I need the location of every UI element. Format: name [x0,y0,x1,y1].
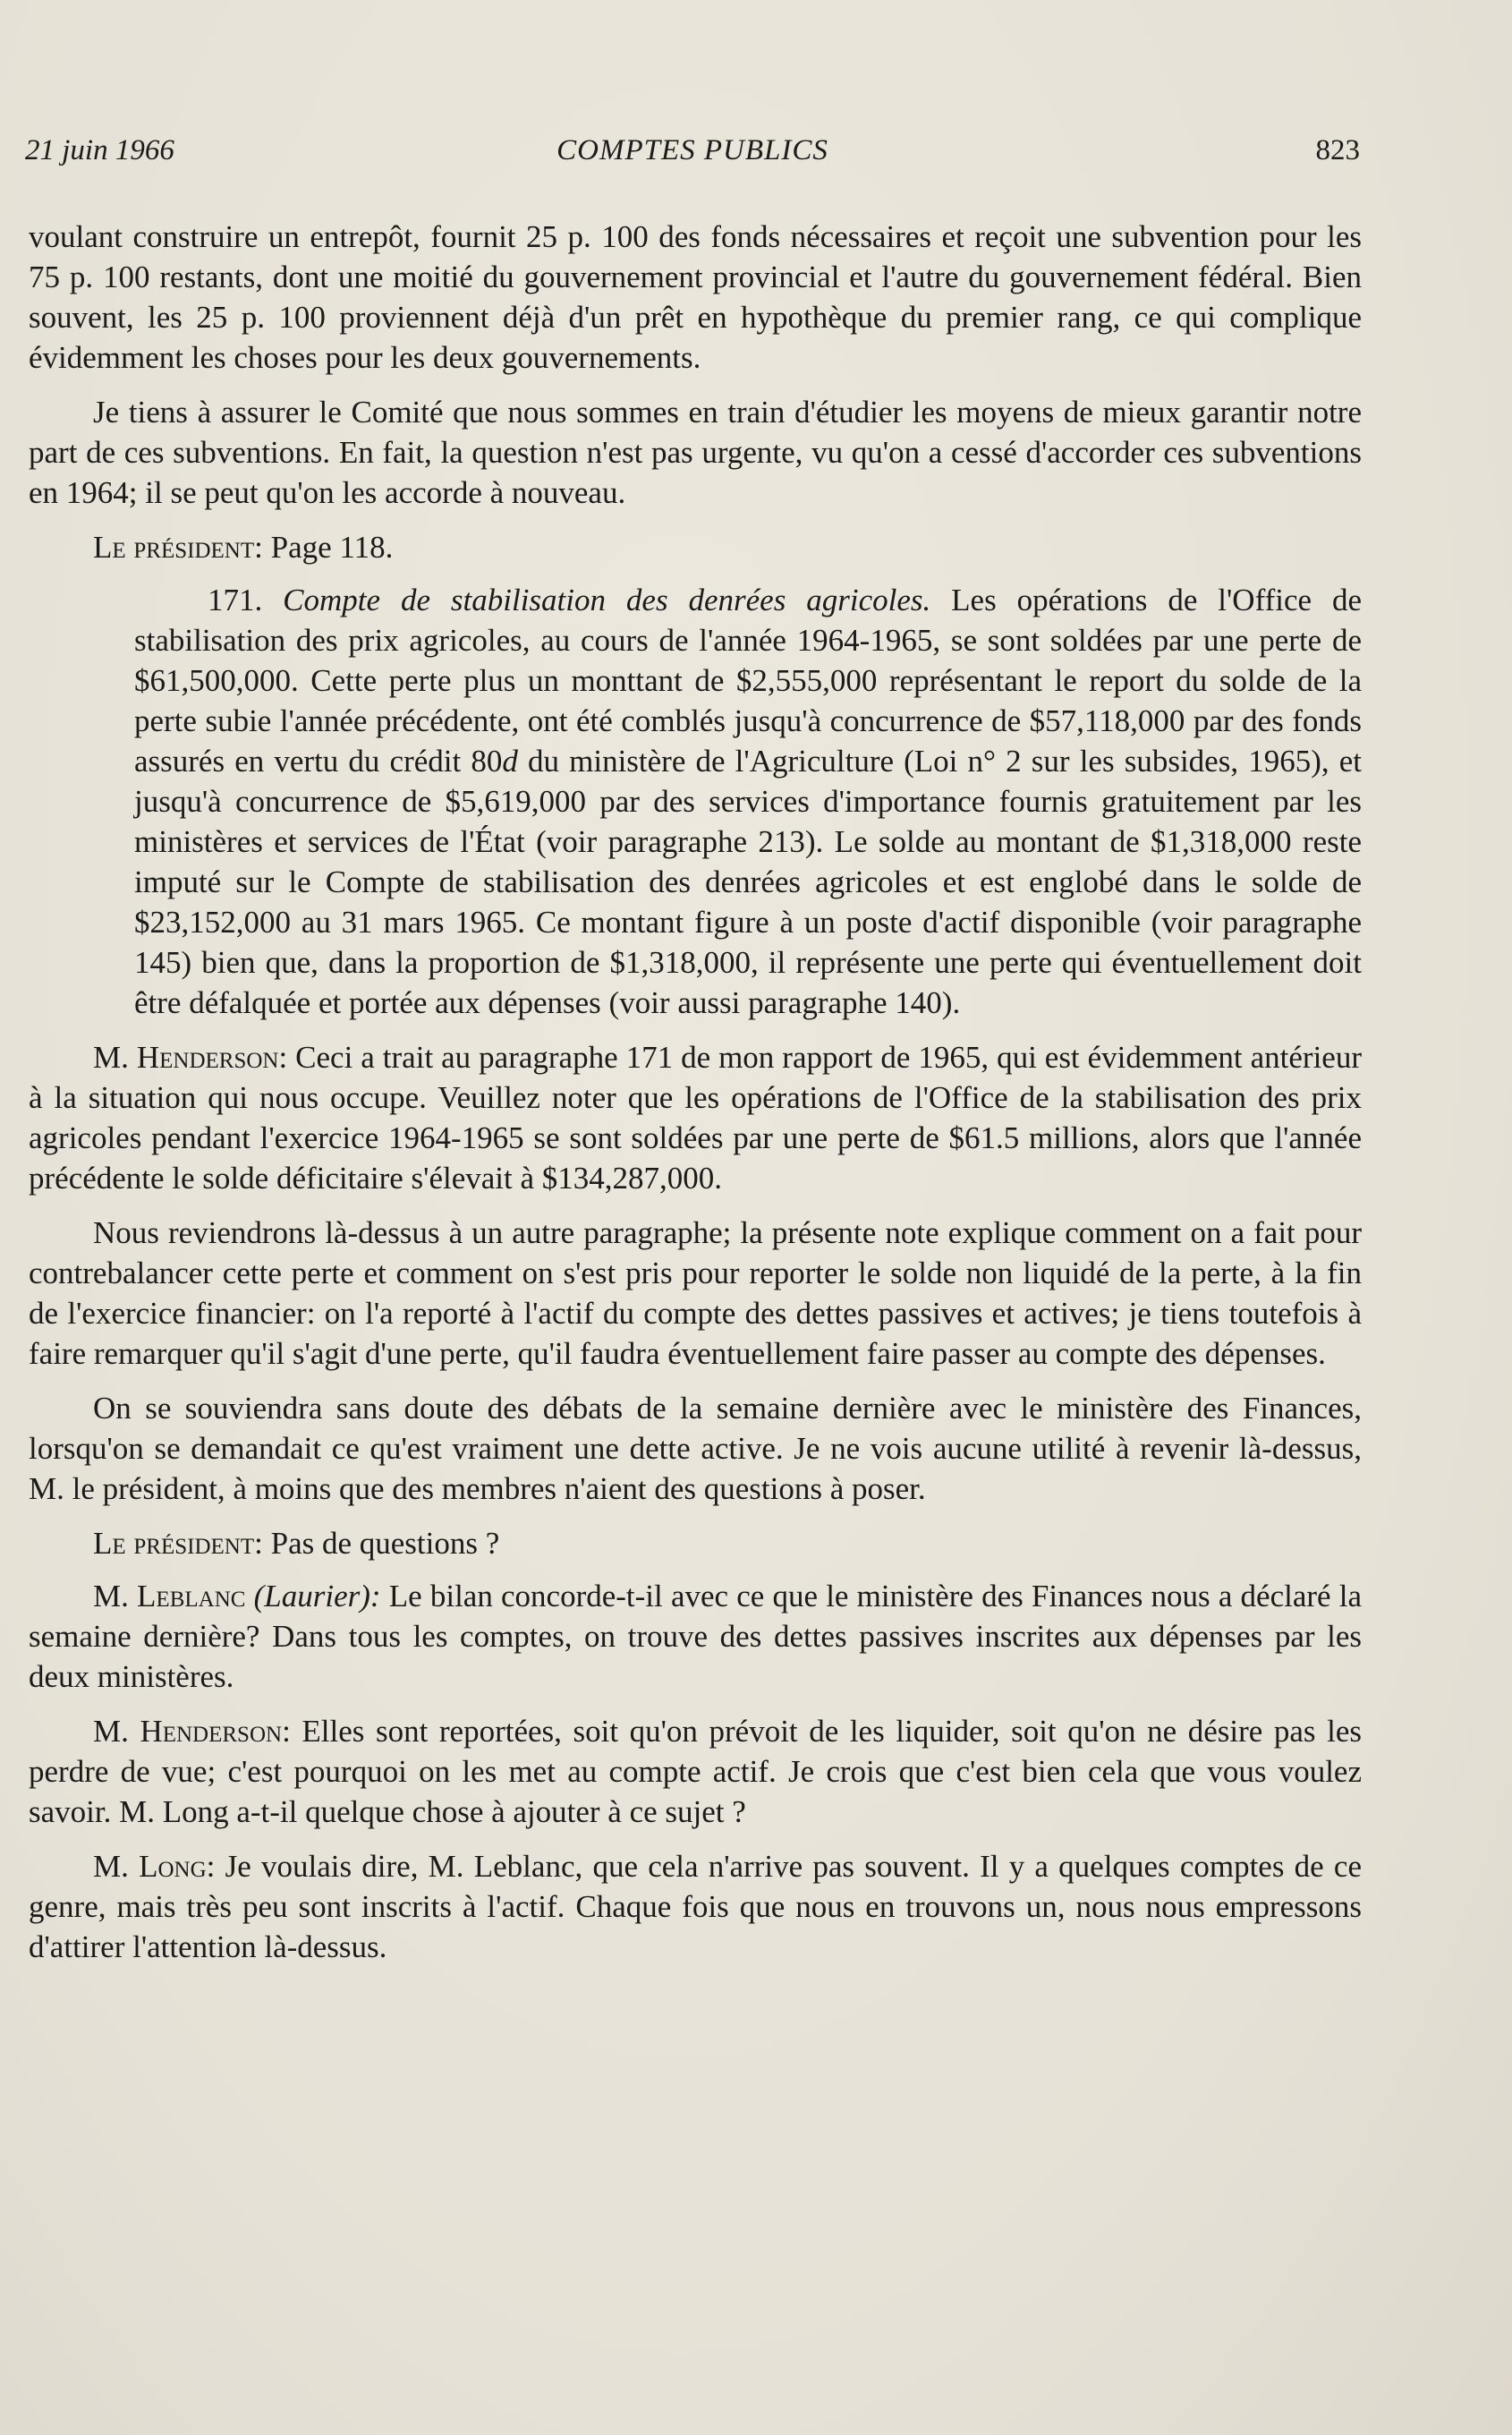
paragraph-number: 171. [208,583,263,617]
header-date: 21 juin 1966 [25,134,174,166]
paragraph-president-page: Le président: Page 118. [93,530,394,565]
paragraph-henderson-3: On se souviendra sans doute des débats de la semaine dernière avec le ministère des Finances, lorsqu'on se demandait ce qu'est vraiment une dette active. Je ne vois aucune utilité à revenir là-dessus, M. le président, à moins que des membres n'aient des questions à poser. [29,1391,1362,1506]
paragraph-title: Compte de stabilisation des denrées agricoles. [283,583,931,617]
paragraph-long: M. Long: Je voulais dire, M. Leblanc, que cela n'arrive pas souvent. Il y a quelques comptes de ce genre, mais très peu sont inscrits à l'actif. Chaque fois que nous en trouvons un, nous nous empressons d'attirer l'attention là-dessus. [29,1849,1363,1964]
page-header [25,134,1360,179]
paragraph-henderson-4: M. Henderson: Elles sont reportées, soit qu'on prévoit de les liquider, soit qu'on ne désire pas les perdre de vue; c'est pourquoi on les met au compte actif. Je crois que c'est bien cela que vous voulez savoir. M. Long a-t-il quelque chose à ajouter à ce sujet ? [29,1714,1363,1829]
speaker-name: M. Long: [93,1849,216,1884]
speaker-name: M. Henderson: [93,1714,291,1749]
paragraph-subventions: Je tiens à assurer le Comité que nous sommes en train d'étudier les moyens de mieux garantir notre part de ces subventions. En fait, la question n'est pas urgente, vu qu'on a cessé d'accorder ces subventions en 1964; il se peut qu'on les accorde à nouveau. [29,395,1362,510]
paragraph-leblanc: M. Leblanc (Laurier): Le bilan concorde-t-il avec ce que le ministère des Finances nous a déclaré la semaine dernière? Dans tous les comptes, on trouve des dettes passives inscrites aux dépenses par les deux ministères. [29,1579,1362,1694]
page-number: 823 [1315,134,1360,166]
speaker-name: M. Henderson: [93,1040,288,1075]
speaker-name: Le président: [93,530,263,565]
paragraph-henderson-2: Nous reviendrons là-dessus à un autre paragraphe; la présente note explique comment on a fait pour contrebalancer cette perte et comment on s'est pris pour reporter le solde non liquidé de la perte, à la fin de l'exercice financier: on l'a reporté à l'actif du compte des dettes passives et actives; je tiens toutefois à faire remarquer qu'il s'agit d'une perte, qu'il faudra éventuellement faire passer au compte des dépenses. [29,1215,1362,1371]
page-body [29,217,1362,1981]
speaker-riding: (Laurier): [253,1579,381,1613]
speaker-name: Le président: [93,1526,263,1561]
paragraph-president-questions: Le président: Pas de questions ? [93,1526,500,1561]
paragraph-continuation: voulant construire un entrepôt, fournit 25 p. 100 des fonds nécessaires et reçoit une subvention pour les 75 p. 100 restants, dont une moitié du gouvernement provincial et l'autre du gouvernement fédéral. Bien souvent, les 25 p. 100 proviennent déjà d'un prêt en hypothèque du premier rang, ce qui complique évidemment les choses pour les deux gouvernements. [29,219,1362,375]
speaker-name: M. Leblanc [93,1579,246,1613]
header-title: COMPTES PUBLICS [556,134,828,166]
paragraph-henderson-1: M. Henderson: Ceci a trait au paragraphe 171 de mon rapport de 1965, qui est évidemment antérieur à la situation qui nous occupe. Veuillez noter que les opérations de l'Office de la stabilisation des prix agricoles pendant l'exercice 1964-1965 se sont soldées par une perte de $61.5 millions, alors que l'année précédente le solde déficitaire s'élevait à $134,287,000. [29,1040,1362,1196]
paragraph-171-quote: 171. Compte de stabilisation des denrées agricoles. Les opérations de l'Office de stabilisation des prix agricoles, au cours de l'année 1964-1965, se sont soldées par une perte de $61,500,000. Cette perte plus un monttant de $2,555,000 représentant le report du solde de la perte subie l'année précédente, ont été comblés jusqu'à concurrence de $57,118,000 par des fonds assurés en vertu du crédit 80d du ministère de l'Agriculture (Loi n° 2 sur les subsides, 1965), et jusqu'à concurrence de $5,619,000 par des services d'importance fournis gratuitement par les ministères et services de l'État (voir paragraphe 213). Le solde au montant de $1,318,000 reste imputé sur le Compte de stabilisation des denrées agricoles et est englobé dans le solde de $23,152,000 au 31 mars 1965. Ce montant figure à un poste d'actif disponible (voir paragraphe 145) bien que, dans la proportion de $1,318,000, il représente une perte qui éventuellement doit être défalquée et portée aux dépenses (voir aussi paragraphe 140). [134,583,1363,1020]
